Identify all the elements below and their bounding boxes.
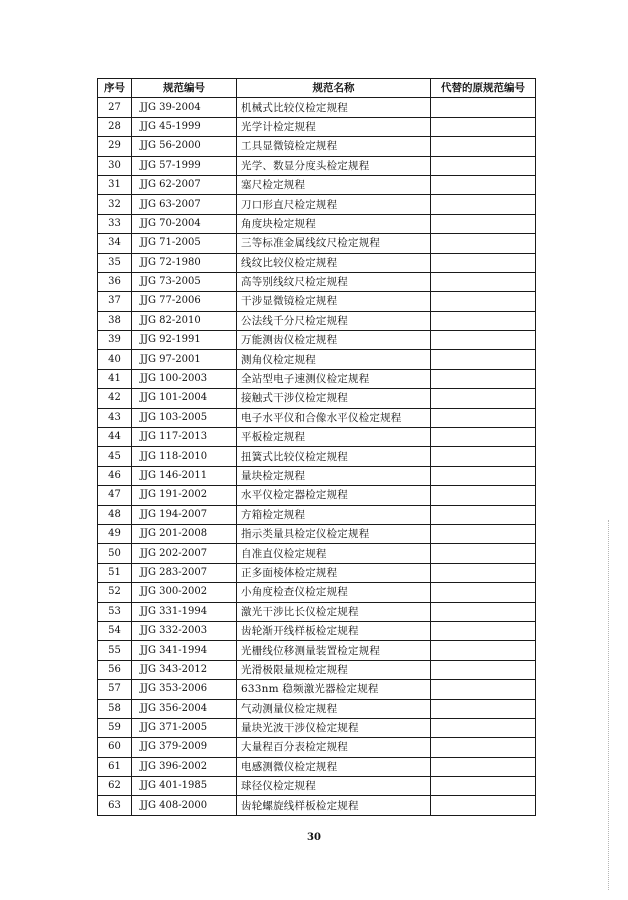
spec-code-cell: JJG 353-2006 [132,680,237,699]
replaced-code-cell [431,234,536,253]
spec-code-cell: JJG 45-1999 [132,117,237,136]
table-row [98,234,536,253]
spec-code-cell: JJG 343-2012 [132,660,237,679]
replaced-code-cell [431,796,536,815]
replaced-code-cell [431,214,536,233]
spec-name-cell: 光学计检定规程 [237,117,431,136]
serial-number-cell: 55 [98,641,132,660]
spec-name-cell: 指示类量具检定仪检定规程 [237,524,431,543]
table-row [98,292,536,311]
serial-number-cell: 36 [98,272,132,291]
table-row [98,253,536,272]
table-row [98,272,536,291]
table-row [98,699,536,718]
header-row [98,79,536,98]
spec-name-cell: 扭簧式比较仪检定规程 [237,447,431,466]
spec-name-cell: 高等别线纹尺检定规程 [237,272,431,291]
spec-name-cell: 塞尺检定规程 [237,175,431,194]
replaced-code-cell [431,331,536,350]
table-row [98,621,536,640]
table-row [98,718,536,737]
spec-code-cell: JJG 371-2005 [132,718,237,737]
replaced-code-cell [431,757,536,776]
table-row [98,214,536,233]
replaced-code-cell [431,524,536,543]
table-row [98,660,536,679]
table-row [98,505,536,524]
replaced-code-cell [431,544,536,563]
table-row [98,195,536,214]
spec-name-cell: 公法线千分尺检定规程 [237,311,431,330]
table-row [98,389,536,408]
spec-code-cell: JJG 201-2008 [132,524,237,543]
spec-name-cell: 光学、数显分度头检定规程 [237,156,431,175]
serial-number-cell: 54 [98,621,132,640]
replaced-code-cell [431,117,536,136]
replaced-code-cell [431,292,536,311]
serial-number-cell: 60 [98,738,132,757]
serial-number-cell: 47 [98,486,132,505]
spec-code-cell: JJG 39-2004 [132,98,237,117]
table-row [98,583,536,602]
spec-code-cell: JJG 117-2013 [132,428,237,447]
spec-name-cell: 大量程百分表检定规程 [237,738,431,757]
serial-number-cell: 41 [98,369,132,388]
replaced-code-cell [431,563,536,582]
spec-name-cell: 水平仪检定器检定规程 [237,486,431,505]
serial-number-cell: 53 [98,602,132,621]
spec-name-cell: 光滑极限量规检定规程 [237,660,431,679]
spec-code-cell: JJG 70-2004 [132,214,237,233]
spec-name-cell: 光栅线位移测量装置检定规程 [237,641,431,660]
spec-code-cell: JJG 332-2003 [132,621,237,640]
spec-code-cell: JJG 57-1999 [132,156,237,175]
table-row [98,369,536,388]
replaced-code-cell [431,505,536,524]
replaced-code-cell [431,660,536,679]
spec-code-cell: JJG 82-2010 [132,311,237,330]
spec-code-cell: JJG 103-2005 [132,408,237,427]
spec-name-cell: 接触式干涉仪检定规程 [237,389,431,408]
page-number: 30 [307,832,321,843]
serial-number-cell: 43 [98,408,132,427]
serial-number-cell: 29 [98,137,132,156]
replaced-code-cell [431,718,536,737]
table-row [98,156,536,175]
spec-code-cell: JJG 73-2005 [132,272,237,291]
replaced-code-cell [431,389,536,408]
replaced-code-cell [431,98,536,117]
spec-code-cell: JJG 331-1994 [132,602,237,621]
table-row [98,350,536,369]
table-row [98,428,536,447]
table-row [98,331,536,350]
replaced-code-cell [431,699,536,718]
scan-edge-line [608,520,609,890]
serial-number-cell: 33 [98,214,132,233]
spec-name-cell: 机械式比较仪检定规程 [237,98,431,117]
serial-number-cell: 45 [98,447,132,466]
regulation-table [97,78,536,816]
table-row [98,137,536,156]
replaced-code-cell [431,369,536,388]
replaced-code-cell [431,447,536,466]
spec-code-cell: JJG 408-2000 [132,796,237,815]
spec-name-cell: 刀口形直尺检定规程 [237,195,431,214]
spec-code-cell: JJG 202-2007 [132,544,237,563]
replaced-code-cell [431,272,536,291]
table-body [98,98,536,815]
replaced-code-cell [431,350,536,369]
replaced-code-cell [431,777,536,796]
spec-name-cell: 线纹比较仪检定规程 [237,253,431,272]
serial-number-cell: 27 [98,98,132,117]
spec-name-cell: 电子水平仪和合像水平仪检定规程 [237,408,431,427]
spec-name-cell: 量块检定规程 [237,466,431,485]
table-row [98,175,536,194]
serial-number-cell: 31 [98,175,132,194]
serial-number-cell: 35 [98,253,132,272]
table-row [98,602,536,621]
serial-number-cell: 42 [98,389,132,408]
spec-name-cell: 工具显微镜检定规程 [237,137,431,156]
serial-number-cell: 51 [98,563,132,582]
replaced-code-cell [431,583,536,602]
table-row [98,757,536,776]
spec-code-cell: JJG 401-1985 [132,777,237,796]
serial-number-cell: 44 [98,428,132,447]
table-row [98,777,536,796]
spec-name-cell: 齿轮渐开线样板检定规程 [237,621,431,640]
spec-code-cell: JJG 191-2002 [132,486,237,505]
serial-number-cell: 48 [98,505,132,524]
header-spec-name: 规范名称 [237,79,431,98]
spec-code-cell: JJG 341-1994 [132,641,237,660]
spec-name-cell: 全站型电子速测仪检定规程 [237,369,431,388]
spec-code-cell: JJG 118-2010 [132,447,237,466]
table-row [98,466,536,485]
table-header [98,79,536,98]
table-row [98,738,536,757]
spec-name-cell: 万能测齿仪检定规程 [237,331,431,350]
spec-code-cell: JJG 194-2007 [132,505,237,524]
spec-name-cell: 量块光波干涉仪检定规程 [237,718,431,737]
serial-number-cell: 38 [98,311,132,330]
spec-name-cell: 齿轮螺旋线样板检定规程 [237,796,431,815]
replaced-code-cell [431,602,536,621]
serial-number-cell: 58 [98,699,132,718]
serial-number-cell: 56 [98,660,132,679]
spec-name-cell: 小角度检查仪检定规程 [237,583,431,602]
replaced-code-cell [431,680,536,699]
spec-code-cell: JJG 396-2002 [132,757,237,776]
serial-number-cell: 59 [98,718,132,737]
spec-name-cell: 激光干涉比长仪检定规程 [237,602,431,621]
header-serial-number: 序号 [98,79,132,98]
spec-code-cell: JJG 356-2004 [132,699,237,718]
table-row [98,563,536,582]
replaced-code-cell [431,253,536,272]
spec-code-cell: JJG 63-2007 [132,195,237,214]
spec-name-cell: 三等标准金属线纹尺检定规程 [237,234,431,253]
table-row [98,544,536,563]
replaced-code-cell [431,311,536,330]
spec-name-cell: 正多面棱体检定规程 [237,563,431,582]
serial-number-cell: 46 [98,466,132,485]
serial-number-cell: 63 [98,796,132,815]
replaced-code-cell [431,175,536,194]
serial-number-cell: 52 [98,583,132,602]
table-row [98,408,536,427]
spec-code-cell: JJG 56-2000 [132,137,237,156]
table-row [98,311,536,330]
table-row [98,796,536,815]
spec-name-cell: 干涉显微镜检定规程 [237,292,431,311]
spec-name-cell: 测角仪检定规程 [237,350,431,369]
serial-number-cell: 61 [98,757,132,776]
serial-number-cell: 40 [98,350,132,369]
replaced-code-cell [431,641,536,660]
spec-name-cell: 电感测微仪检定规程 [237,757,431,776]
spec-code-cell: JJG 379-2009 [132,738,237,757]
replaced-code-cell [431,738,536,757]
spec-name-cell: 球径仪检定规程 [237,777,431,796]
spec-name-cell: 方箱检定规程 [237,505,431,524]
spec-name-cell: 平板检定规程 [237,428,431,447]
spec-code-cell: JJG 101-2004 [132,389,237,408]
spec-code-cell: JJG 97-2001 [132,350,237,369]
spec-code-cell: JJG 62-2007 [132,175,237,194]
serial-number-cell: 62 [98,777,132,796]
serial-number-cell: 32 [98,195,132,214]
table-row [98,524,536,543]
serial-number-cell: 50 [98,544,132,563]
replaced-code-cell [431,428,536,447]
serial-number-cell: 34 [98,234,132,253]
header-spec-code: 规范编号 [132,79,237,98]
replaced-code-cell [431,156,536,175]
serial-number-cell: 49 [98,524,132,543]
replaced-code-cell [431,137,536,156]
spec-name-cell: 自准直仪检定规程 [237,544,431,563]
replaced-code-cell [431,195,536,214]
table-row [98,98,536,117]
table-row [98,641,536,660]
serial-number-cell: 57 [98,680,132,699]
table-row [98,447,536,466]
spec-code-cell: JJG 77-2006 [132,292,237,311]
spec-code-cell: JJG 283-2007 [132,563,237,582]
spec-code-cell: JJG 71-2005 [132,234,237,253]
serial-number-cell: 39 [98,331,132,350]
replaced-code-cell [431,466,536,485]
table-row [98,486,536,505]
replaced-code-cell [431,621,536,640]
serial-number-cell: 28 [98,117,132,136]
header-replaced-code: 代替的原规范编号 [431,79,536,98]
spec-code-cell: JJG 100-2003 [132,369,237,388]
table-row [98,117,536,136]
spec-name-cell: 角度块检定规程 [237,214,431,233]
table-row [98,680,536,699]
spec-code-cell: JJG 300-2002 [132,583,237,602]
spec-code-cell: JJG 92-1991 [132,331,237,350]
replaced-code-cell [431,486,536,505]
serial-number-cell: 37 [98,292,132,311]
serial-number-cell: 30 [98,156,132,175]
spec-name-cell: 气动测量仪检定规程 [237,699,431,718]
spec-code-cell: JJG 72-1980 [132,253,237,272]
spec-name-cell: 633nm 稳频激光器检定规程 [237,680,431,699]
spec-code-cell: JJG 146-2011 [132,466,237,485]
replaced-code-cell [431,408,536,427]
